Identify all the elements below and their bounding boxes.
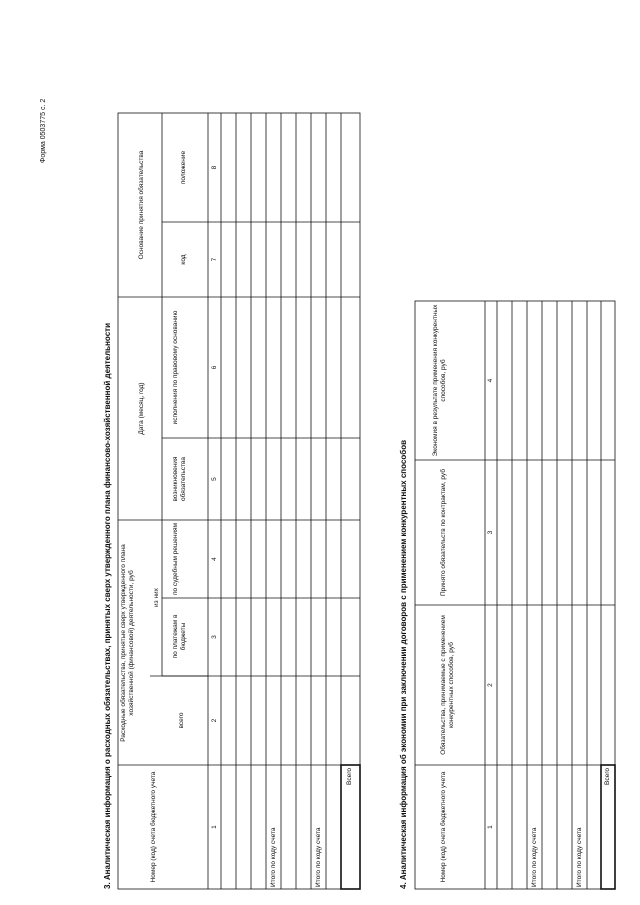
- s4-col-savings-header: Экономия в результате применения конкурентных способов, руб: [432, 304, 447, 457]
- s4-colnum-3: 3: [487, 530, 494, 535]
- s3-subtotal-1: Итого по коду счета: [270, 827, 277, 887]
- s3-colnum-4: 4: [211, 557, 218, 561]
- s3-col-account-header: Номер (код) счета бюджетного учета: [150, 771, 157, 883]
- s3-colnum-1: 1: [211, 825, 218, 829]
- s3-subtotal-2: Итого по коду счета: [315, 827, 322, 887]
- s3-colnum-3: 3: [211, 635, 218, 639]
- s3-col-budget-payments-header: по платежам в бюджеты: [172, 614, 187, 659]
- s3-col-obligations-header: Расходные обязательства, принятые сверх утвержденного плана хозяйственной (финансовой) деятельности, руб: [120, 544, 135, 742]
- s4-col-account-header: Номер (код) счета бюджетного учета: [440, 771, 447, 883]
- form-number-label: Форма 0503775 с. 2: [40, 98, 47, 163]
- s3-colnum-8: 8: [211, 165, 218, 170]
- s3-col-date-header: Дата (месяц, год): [138, 382, 145, 435]
- s4-colnum-4: 4: [487, 378, 494, 383]
- s3-col-of-which-header: из них: [153, 588, 160, 607]
- s4-col-accepted-header: Принято обязательств по контрактам, руб: [440, 469, 447, 596]
- s3-col-execution-header: исполнения по правовому основанию: [172, 310, 179, 425]
- s3-colnum-5: 5: [211, 477, 218, 481]
- s3-colnum-2: 2: [211, 718, 218, 723]
- s3-grand-total: Всего: [346, 767, 353, 785]
- section3-title: 3. Аналитическая информация о расходных обязательствах, принятых сверх утвержденного плана финансово-хозяйственной деятельности: [103, 323, 112, 889]
- s4-subtotal-1: Итого по коду счета: [531, 827, 538, 887]
- s3-colnum-6: 6: [211, 365, 218, 370]
- s4-col-applied-header: Обязательства, принимаемые с применением конкурентных способов, руб: [440, 615, 455, 755]
- s4-subtotal-2: Итого по коду счета: [576, 827, 583, 887]
- s3-col-code-header: код: [180, 254, 187, 265]
- s4-colnum-2: 2: [487, 683, 494, 687]
- s3-col-origin-header: возникновения обязательства: [172, 456, 187, 502]
- section4-title: 4. Аналитическая информация об экономии при заключении договоров с применением конкурентных способов: [399, 439, 408, 889]
- s3-colnum-7: 7: [211, 257, 218, 262]
- s4-colnum-1: 1: [487, 825, 494, 829]
- s3-col-court-header: по судебным решениям: [172, 522, 179, 596]
- s4-grand-total: Всего: [604, 767, 611, 785]
- s3-col-total-header: всего: [178, 712, 185, 729]
- s3-col-basis-header: Основание принятия обязательства: [138, 150, 145, 260]
- s3-col-provision-header: положение: [180, 150, 187, 185]
